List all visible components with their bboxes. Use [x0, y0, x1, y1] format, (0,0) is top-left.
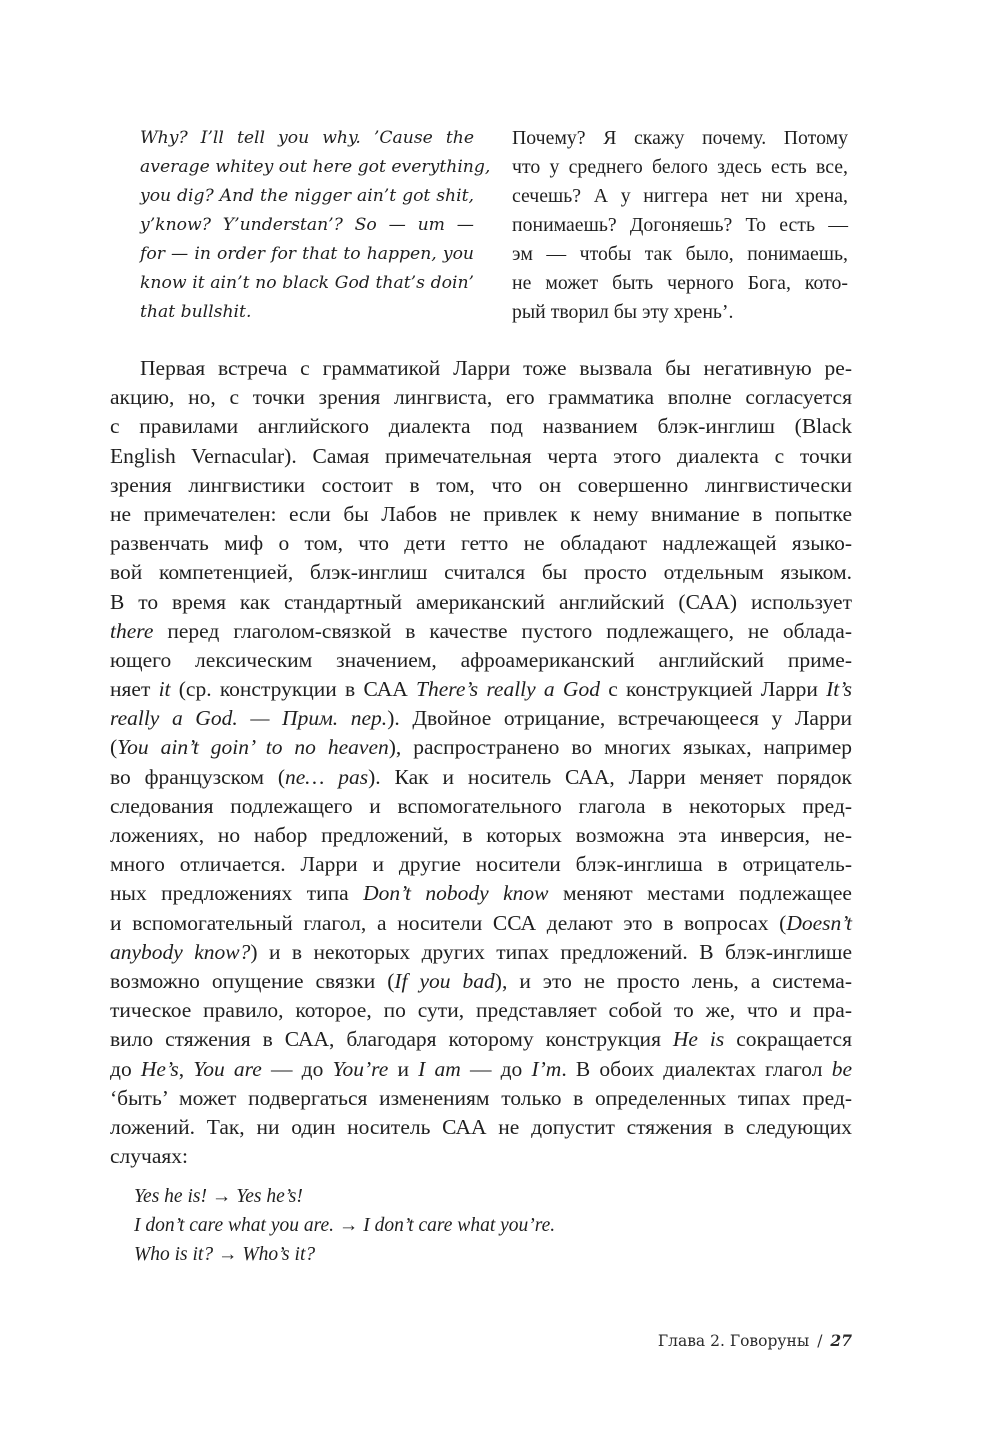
body-line	[110, 383, 852, 412]
body-text-segment: возможно опущение связки (	[110, 968, 395, 993]
body-text-segment: развенчать миф о том, что дети гетто не обладают надлежащей языко-	[110, 531, 852, 556]
body-text-segment: вило стяжения в САА, благодаря которому конструкция	[110, 1027, 673, 1052]
body-line	[110, 617, 852, 646]
italic-example-text: I’m	[531, 1056, 562, 1081]
body-text-segment: няет	[110, 677, 159, 702]
example-line: Who is it? → Who’s it?	[134, 1244, 316, 1265]
body-line	[110, 412, 852, 441]
quote-russian-line: рый творил бы эту хрень’.	[512, 301, 734, 323]
footer-separator: /	[817, 1332, 823, 1350]
quote-english-line: Why? I’ll tell you why. ’Cause the	[140, 128, 474, 148]
body-line	[110, 675, 852, 704]
running-footer	[0, 1331, 852, 1350]
body-text-segment: тическое правило, которое, по сути, представляет собой то же, что и пра-	[110, 998, 852, 1023]
body-text-segment: English Vernacular). Самая примечательная черта этого диалекта с точки	[110, 443, 852, 468]
body-line	[110, 763, 852, 792]
italic-example-text: If you bad	[394, 968, 495, 993]
page-number: 27	[830, 1331, 852, 1350]
body-line	[110, 733, 852, 762]
body-line	[110, 1142, 852, 1171]
quote-russian-column	[512, 124, 848, 327]
body-text-segment: ющего лексическим значением, афроамериканский английский приме-	[110, 647, 852, 672]
body-text-segment: — до	[261, 1056, 333, 1081]
body-line	[110, 500, 852, 529]
body-line	[110, 529, 852, 558]
body-line	[110, 909, 852, 938]
body-line	[110, 704, 852, 733]
italic-example-text: There’s really a God	[416, 677, 600, 702]
italic-example-text: be	[831, 1056, 852, 1081]
body-text-segment: и вспомогательный глагол, а носители ССА делают это в вопросах (	[110, 910, 787, 935]
body-text-segment: ) и в некоторых других типах предложений. В блэк-инглише	[250, 939, 853, 964]
body-text-segment: ных предложениях типа	[110, 881, 364, 906]
body-text-segment: перед глаголом-связкой в качестве пустого подлежащего, не облада-	[153, 618, 852, 643]
body-text-segment: . В обоих диалектах глагол	[561, 1056, 832, 1081]
italic-example-text: really a God. — Прим. пер.	[110, 706, 388, 731]
body-line	[110, 850, 852, 879]
quote-english-line: for — in order for that to happen, you	[140, 244, 474, 264]
body-text-segment: не примечателен: если бы Лабов не привлек к нему внимание в попытке	[110, 501, 852, 526]
body-line	[110, 1025, 852, 1054]
example-line: I don’t care what you are. → I don’t care what you’re.	[134, 1215, 556, 1236]
quote-russian-line: не может быть черного Бога, кото-	[512, 272, 848, 294]
quote-english-line: know it ain’t no black God that’s doin’	[140, 273, 474, 293]
body-text-segment: сокращается	[724, 1027, 852, 1052]
quote-english-line: y’know? Y’understan’? So — um —	[140, 215, 474, 235]
chapter-title: Глава 2. Говоруны	[657, 1332, 810, 1350]
body-text-segment: ложениях, но набор предложений, в которых возможна эта инверсия, не-	[110, 823, 852, 847]
body-text-segment: ). Двойное отрицание, встречающееся у Ларри	[387, 706, 852, 731]
body-line	[110, 471, 852, 500]
body-line	[110, 1055, 852, 1084]
body-text-segment: ). Как и носитель САА, Ларри меняет порядок	[368, 764, 852, 789]
body-text-segment: Первая встреча с грамматикой Ларри тоже вызвала бы негативную ре-	[140, 356, 852, 380]
quote-english-line: you dig? And the nigger ain’t got shit,	[140, 186, 474, 206]
quote-russian-line: понимаешь? Догоняешь? То есть —	[512, 214, 848, 236]
body-text-segment: ,	[178, 1056, 194, 1081]
body-text-segment: вой компетенцией, блэк-инглиш считался бы просто отдельным языком.	[110, 560, 852, 585]
body-text-segment: ), распространено во многих языках, например	[388, 735, 852, 760]
body-text-segment: акцию, но, с точки зрения лингвиста, его грамматика вполне согласуется	[110, 385, 852, 410]
body-line	[110, 1113, 852, 1142]
body-text-segment: ‘быть’ может подвергаться изменениям только в определенных типах пред-	[110, 1085, 852, 1110]
quote-russian-line: что у среднего белого здесь есть все,	[512, 156, 848, 178]
italic-example-text: You are	[193, 1056, 262, 1081]
body-text-segment: ), и это не просто лень, а система-	[494, 968, 852, 993]
italic-example-text: He’s	[140, 1056, 179, 1081]
body-text-segment: много отличается. Ларри и другие носители блэк-инглиша в отрицатель-	[110, 852, 852, 877]
italic-example-text: I am	[418, 1056, 461, 1081]
body-line	[110, 1084, 852, 1113]
body-paragraph	[110, 354, 852, 1171]
body-text-segment: с конструкцией Ларри	[599, 677, 827, 702]
italic-example-text: Don’t nobody know	[363, 881, 549, 906]
body-line	[110, 442, 852, 471]
example-line: Yes he is! → Yes he’s!	[134, 1186, 303, 1207]
italic-example-text: You’re	[332, 1056, 389, 1081]
quote-russian-line: эм — чтобы так было, понимаешь,	[512, 243, 848, 265]
body-text-segment: во французском (	[110, 764, 285, 789]
body-line	[110, 646, 852, 675]
body-line	[110, 792, 852, 821]
italic-example-text: Doesn’t	[786, 910, 852, 935]
body-text-segment: (ср. конструкции в САА	[170, 677, 416, 702]
example-list	[134, 1182, 555, 1269]
quote-english-column	[140, 124, 491, 327]
quote-russian-line: Почему? Я скажу почему. Потому	[512, 127, 848, 149]
italic-example-text: it	[158, 677, 171, 702]
italic-example-text: ne… pas	[284, 764, 369, 789]
body-line	[110, 967, 852, 996]
body-text-segment: (	[110, 735, 118, 760]
body-line	[110, 821, 852, 850]
body-line	[110, 938, 852, 967]
body-line	[110, 879, 852, 908]
italic-example-text: He is	[672, 1027, 725, 1052]
body-text-segment: до	[110, 1056, 141, 1081]
quote-russian-line: сечешь? А у ниггера нет ни хрена,	[512, 185, 848, 207]
body-text-segment: случаях:	[110, 1144, 188, 1169]
body-text-segment: и	[388, 1056, 419, 1081]
body-text-segment: — до	[460, 1056, 532, 1081]
quote-english-line: average whitey out here got everything,	[140, 157, 491, 177]
body-line	[110, 354, 852, 383]
body-line	[110, 588, 852, 617]
body-text-segment: В то время как стандартный американский английский (САА) использует	[110, 589, 852, 614]
body-line	[110, 996, 852, 1025]
italic-example-text: You ain’t goin’ to no heaven	[117, 735, 389, 760]
body-text-segment: следования подлежащего и вспомогательного глагола в некоторых пред-	[110, 793, 852, 818]
italic-example-text: there	[110, 618, 154, 643]
body-text-segment: меняют местами подлежащее	[548, 881, 852, 906]
italic-example-text: It’s	[826, 677, 852, 702]
quote-english-line: that bullshit.	[140, 302, 252, 322]
body-text-segment: ложений. Так, ни один носитель САА не допустит стяжения в следующих	[110, 1114, 852, 1139]
body-line	[110, 558, 852, 587]
italic-example-text: anybody know?	[110, 939, 251, 964]
body-text-segment: зрения лингвистики состоит в том, что он совершенно лингвистически	[110, 472, 852, 497]
body-text-segment: с правилами английского диалекта под названием блэк-инглиш (Black	[110, 414, 852, 439]
